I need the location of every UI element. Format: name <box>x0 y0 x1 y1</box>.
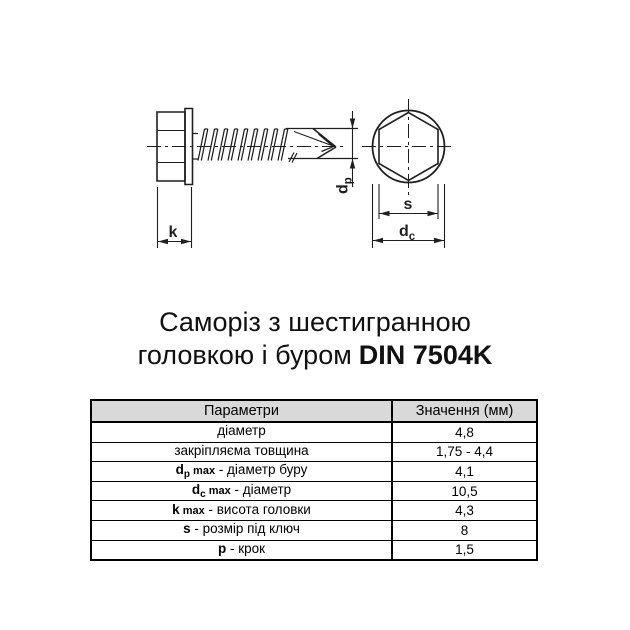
parameter-max-qualifier: max <box>189 465 216 478</box>
value-cell: 4,1 <box>392 462 537 482</box>
parameter-description: - крок <box>226 540 266 556</box>
parameter-cell <box>91 501 392 521</box>
parameter-cell <box>91 442 392 462</box>
screw-side-view <box>147 109 358 185</box>
product-standard-code: DIN 7504K <box>358 340 493 370</box>
parameter-description: - висота головки <box>204 501 311 517</box>
dp-arrow-top <box>350 119 355 129</box>
value-cell: 10,5 <box>392 481 537 501</box>
value-cell: 4,8 <box>392 422 537 442</box>
parameter-cell <box>91 540 392 560</box>
parameter-cell <box>91 422 392 442</box>
parameter-symbol: p <box>217 540 227 556</box>
s-arrow-left <box>380 211 390 216</box>
table-row <box>91 422 537 442</box>
spec-header-value: Значення (мм) <box>392 400 537 422</box>
technical-drawing <box>0 0 630 280</box>
parameter-symbol: d <box>191 482 201 498</box>
dc-arrow-left <box>373 238 383 243</box>
parameter-description: закріпляєма товщина <box>174 442 309 458</box>
parameter-description: - розмір під ключ <box>190 521 300 537</box>
dimension-dp <box>335 111 356 194</box>
value-cell: 8 <box>392 520 537 540</box>
dimension-k <box>158 187 192 248</box>
value-cell: 4,3 <box>392 501 537 521</box>
dc-dimension-label: $d_c$ <box>399 223 416 243</box>
drill-flute-line <box>294 132 335 147</box>
parameter-symbol: s <box>183 521 191 537</box>
table-row <box>91 520 537 540</box>
parameter-cell <box>91 462 392 482</box>
table-row <box>91 481 537 501</box>
flange-circle <box>373 111 445 183</box>
dp-arrow-bottom <box>350 159 355 169</box>
product-title-line2-regular: головкою і буром <box>137 340 352 370</box>
product-title <box>0 306 630 372</box>
k-arrow-left <box>158 239 168 244</box>
parameter-description: - діаметр <box>230 482 292 498</box>
parameter-symbol: k <box>172 501 180 517</box>
spec-header-parameters: Параметри <box>91 400 392 422</box>
k-arrow-right <box>181 239 191 244</box>
table-row <box>91 442 537 462</box>
product-title-line1: Саморіз з шестигранною <box>159 307 471 337</box>
spec-table-body <box>91 422 537 560</box>
value-cell: 1,75 - 4,4 <box>392 442 537 462</box>
parameter-description: діаметр <box>217 423 266 439</box>
parameter-symbol-subscript: c <box>200 489 206 501</box>
dimension-s <box>379 184 438 219</box>
parameter-cell <box>91 481 392 501</box>
product-title-line2 <box>0 339 630 372</box>
thread-runout <box>289 153 297 163</box>
s-arrow-right <box>428 211 438 216</box>
parameter-max-qualifier: max <box>179 504 205 517</box>
dp-dimension-label: $d_p$ <box>334 177 355 194</box>
spec-table-header <box>91 400 537 422</box>
value-cell: 1,5 <box>392 540 537 560</box>
centerline-cross <box>362 99 455 196</box>
s-dimension-label: s <box>403 196 413 213</box>
k-dimension-label: k <box>168 224 178 241</box>
table-row <box>91 462 537 482</box>
parameter-description: - діаметр буру <box>215 462 308 478</box>
parameter-symbol: d <box>175 462 184 478</box>
drill-tip <box>313 129 336 159</box>
parameter-symbol-subscript: p <box>183 469 190 481</box>
screw-head-front-view <box>362 99 455 196</box>
parameter-cell <box>91 520 392 540</box>
parameter-max-qualifier: max <box>205 485 231 498</box>
table-row <box>91 501 537 521</box>
spec-table <box>90 399 538 561</box>
table-row <box>91 540 537 560</box>
dc-arrow-right <box>434 238 444 243</box>
thread-profile <box>198 129 288 161</box>
